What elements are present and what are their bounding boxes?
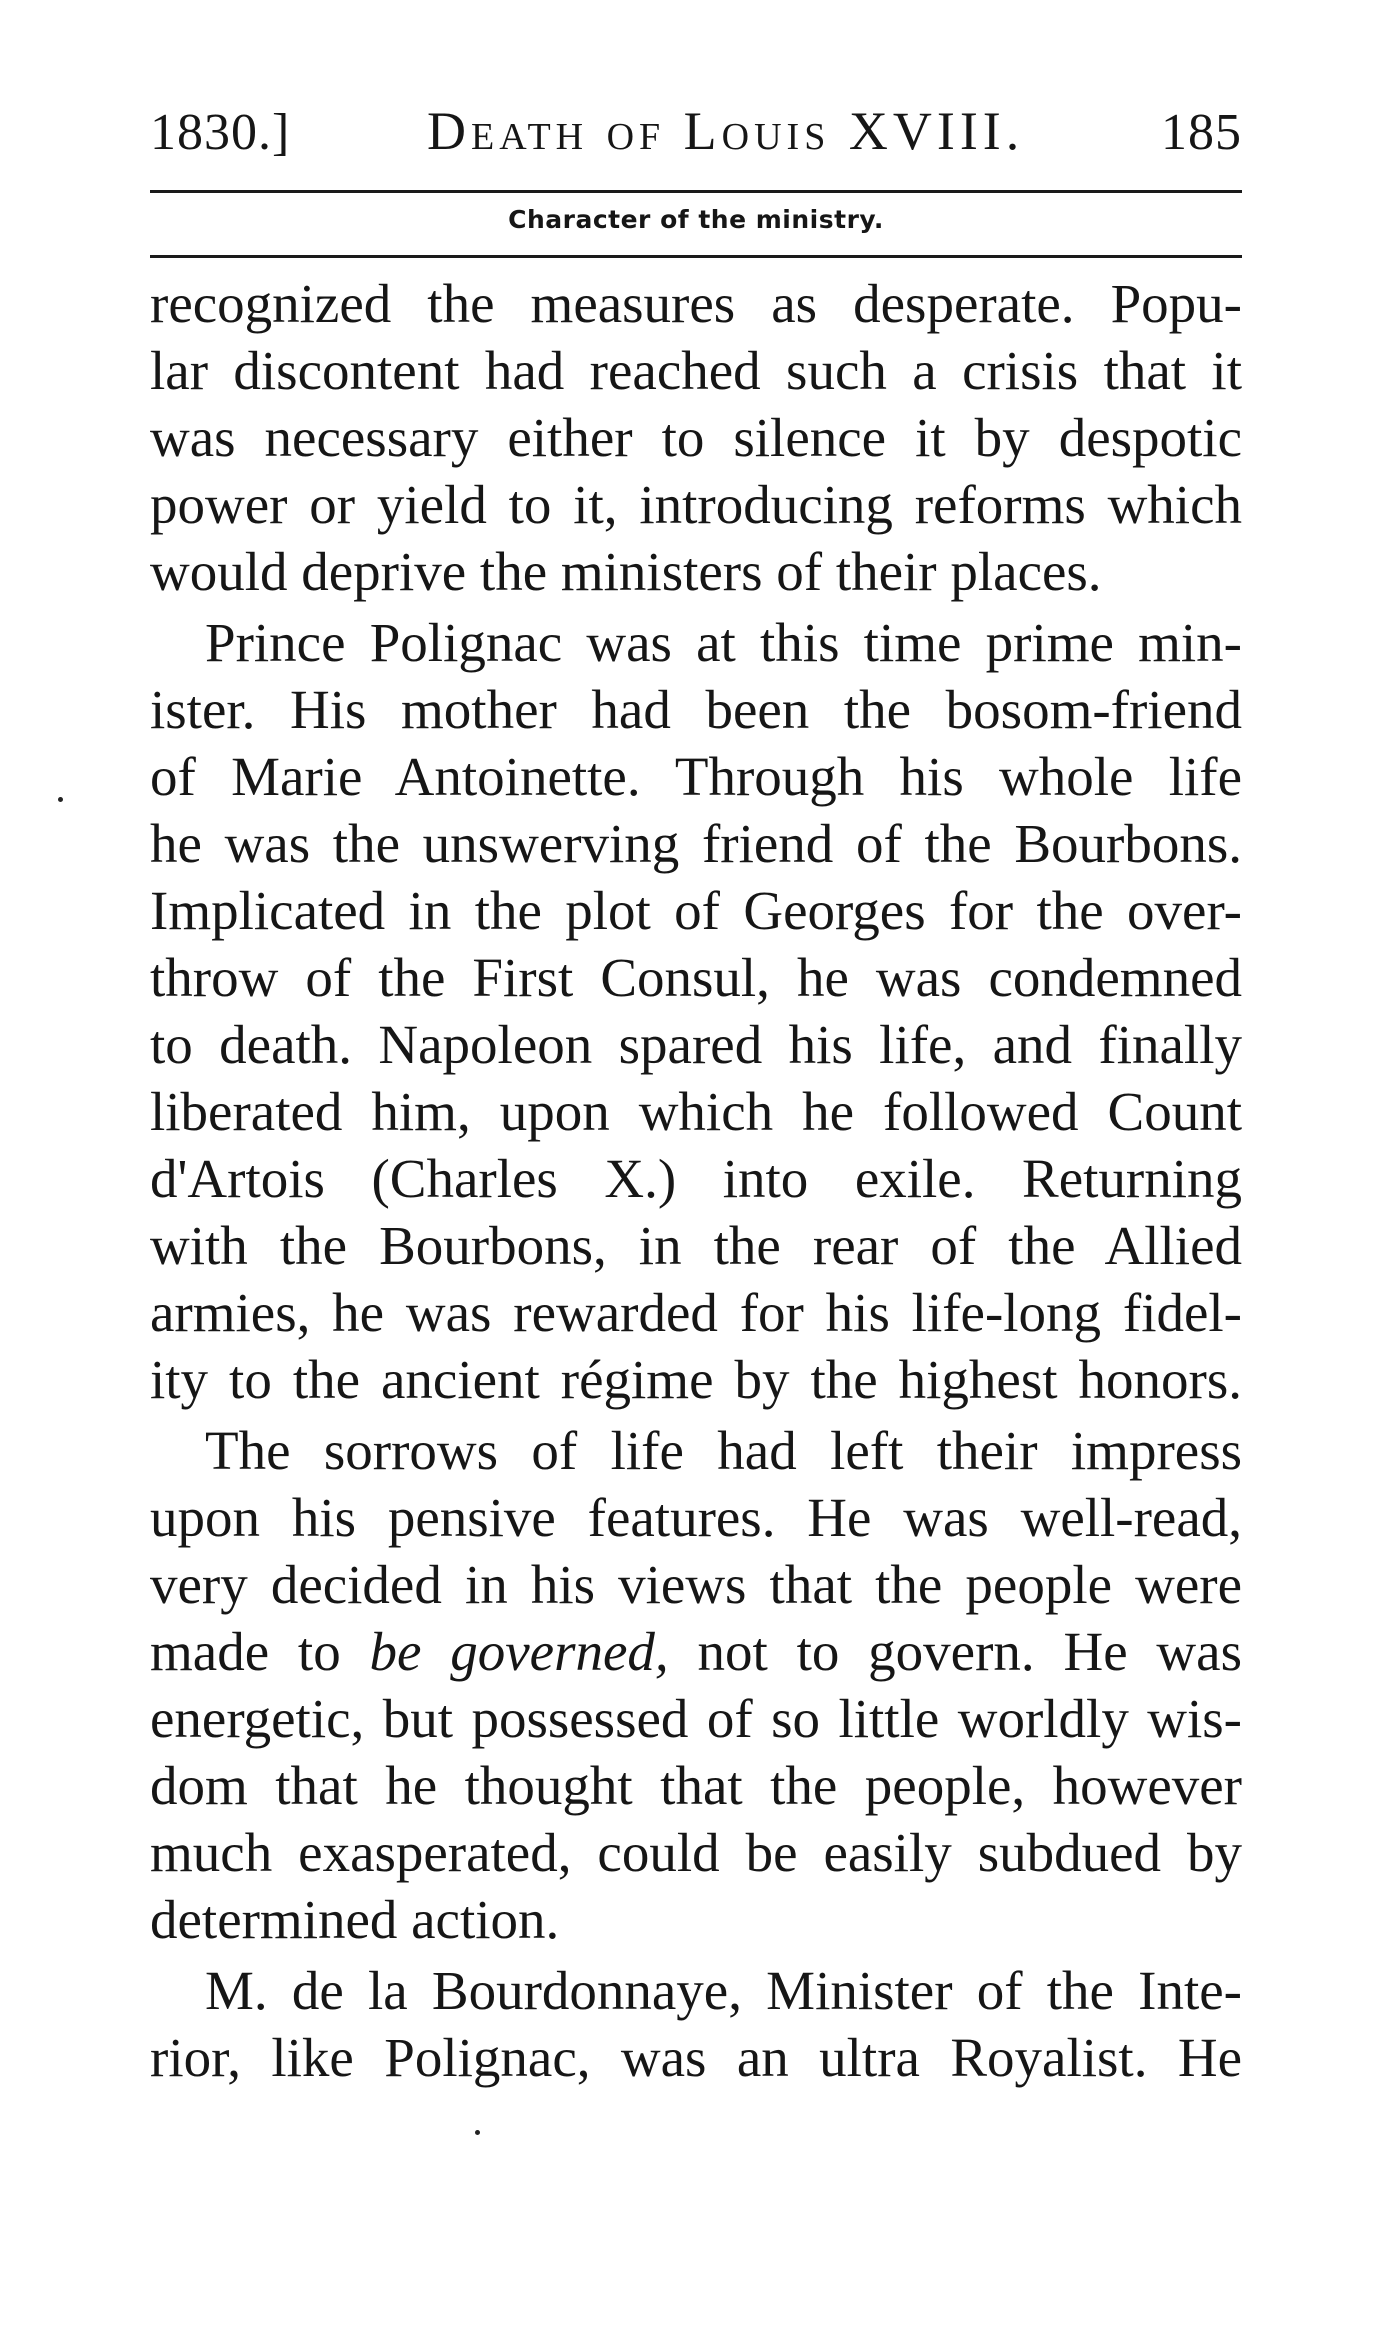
text-line: with the Bourbons, in the rear of the Allied [150, 1215, 1242, 1276]
text-run: made to [150, 1621, 370, 1682]
paragraph [150, 1957, 1242, 2091]
text-line: rior, like Polignac, was an ultra Royalist. He [150, 2027, 1242, 2088]
ink-speck [58, 797, 63, 802]
text-line: liberated him, upon which he followed Count [150, 1081, 1242, 1142]
text-line: armies, he was rewarded for his life-long fidel- [150, 1282, 1242, 1343]
text-line: Prince Polignac was at this time prime min- [205, 612, 1242, 673]
text-line: ity to the ancient régime by the highest honors. [150, 1349, 1242, 1410]
paragraph [150, 270, 1242, 605]
header-title: Death of Louis XVIII. [427, 101, 1025, 161]
text-line: M. de la Bourdonnaye, Minister of the Inte- [205, 1960, 1242, 2021]
body-text [150, 270, 1242, 2091]
paragraph [150, 1417, 1242, 1953]
text-line: The sorrows of life had left their impress [205, 1420, 1242, 1481]
text-line: lar discontent had reached such a crisis that it [150, 340, 1242, 401]
paragraph [150, 609, 1242, 1413]
header-year: 1830.] [150, 104, 291, 161]
text-line: determined action. [150, 1889, 560, 1950]
running-header [150, 100, 1242, 180]
text-line: Implicated in the plot of Georges for the over- [150, 880, 1242, 941]
text-line: dom that he thought that the people, however [150, 1755, 1242, 1816]
text-line: upon his pensive features. He was well-read, [150, 1487, 1242, 1548]
ink-speck [475, 2130, 480, 2135]
text-run: not to govern. He was [668, 1621, 1242, 1682]
text-line: d'Artois (Charles X.) into exile. Returning [150, 1148, 1242, 1209]
text-line: throw of the First Consul, he was condemned [150, 947, 1242, 1008]
text-line: ister. His mother had been the bosom-friend [150, 679, 1242, 740]
header-rule-top [150, 190, 1242, 193]
text-line: energetic, but possessed of so little worldly wis- [150, 1688, 1242, 1749]
text-line: to death. Napoleon spared his life, and finally [150, 1014, 1242, 1075]
section-subheading: Character of the ministry. [508, 205, 884, 234]
text-line: would deprive the ministers of their places. [150, 541, 1102, 602]
header-rule-bottom [150, 255, 1242, 258]
text-line: much exasperated, could be easily subdued by [150, 1822, 1242, 1883]
text-line: he was the unswerving friend of the Bourbons. [150, 813, 1242, 874]
text-line: of Marie Antoinette. Through his whole life [150, 746, 1242, 807]
text-line: very decided in his views that the people were [150, 1554, 1242, 1615]
italic-emphasis: be governed, [369, 1621, 669, 1682]
text-line: recognized the measures as desperate. Popu- [150, 273, 1242, 334]
text-line-with-italic [150, 1618, 1242, 1685]
text-line: power or yield to it, introducing reforms which [150, 474, 1242, 535]
page-number: 185 [1160, 104, 1242, 161]
text-line: was necessary either to silence it by despotic [150, 407, 1242, 468]
